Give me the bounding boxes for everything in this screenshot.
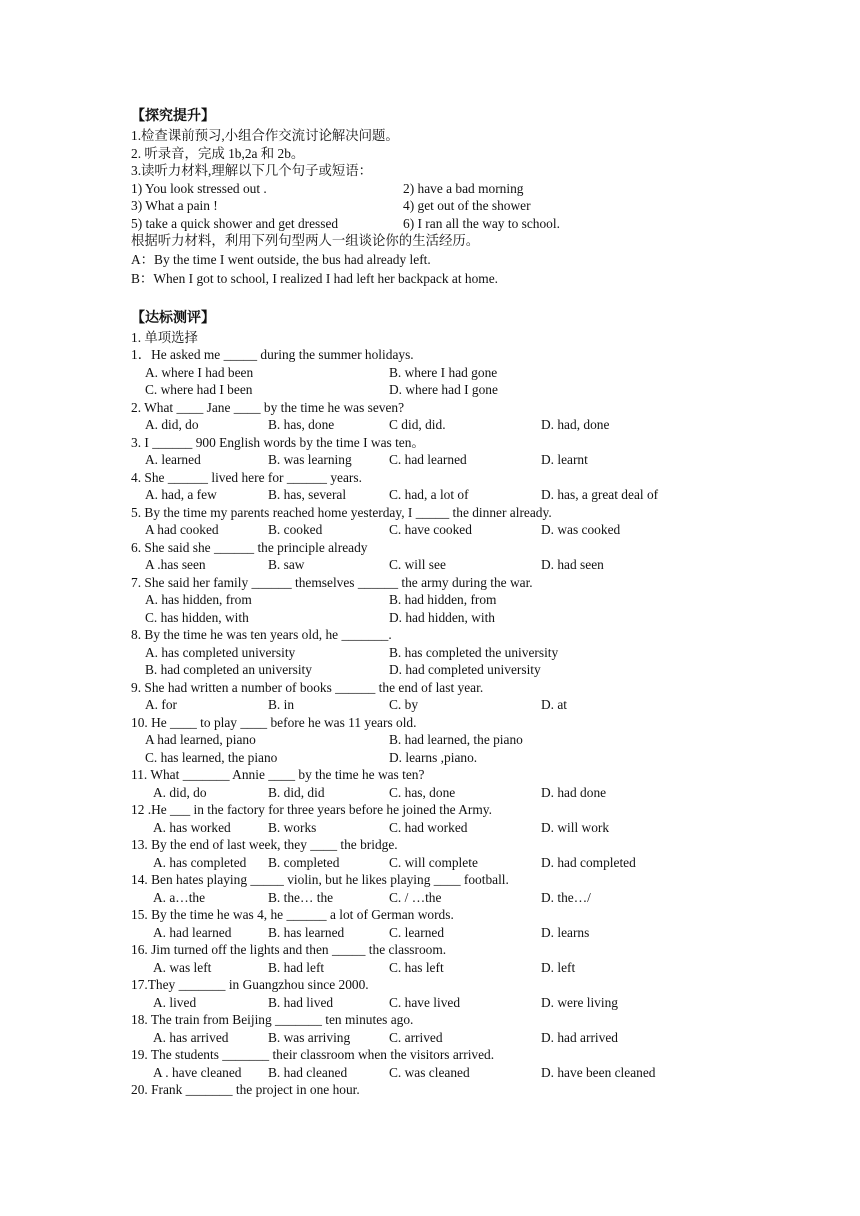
option-item: D. at (541, 697, 568, 712)
option-item: A. did, do (145, 417, 199, 432)
dialog-line-b: B：When I got to school, I realized I had left her backpack at home. (131, 271, 498, 286)
option-item: B. was learning (268, 452, 352, 467)
phrase-item: 3) What a pain ! (131, 198, 218, 213)
option-item: C. had learned (389, 452, 467, 467)
options-row (131, 924, 731, 942)
option-item: B. had completed an university (145, 662, 312, 677)
option-item: D. had completed (541, 854, 636, 870)
options-row (131, 959, 731, 977)
option-item: C. where had I been (145, 382, 253, 397)
option-item: D. had seen (541, 557, 604, 572)
option-item: B. in (268, 697, 295, 712)
instruction-line-3: 3.读听力材料,理解以下几个句子或短语： (131, 163, 373, 178)
option-item: B. had left (268, 959, 325, 975)
option-item: A. lived (153, 994, 197, 1010)
option-item: A. has hidden, from (145, 592, 252, 607)
options-row (131, 696, 731, 714)
option-item: D. will work (541, 819, 610, 835)
options-row (131, 1029, 731, 1047)
option-item: B. has, several (268, 487, 347, 502)
question-stem: 18. The train from Beijing _______ ten minutes ago. (131, 1012, 414, 1027)
question-stem: 2. What ____ Jane ____ by the time he was seven? (131, 399, 405, 415)
option-item: B. was arriving (268, 1029, 351, 1045)
options-row (131, 486, 731, 504)
option-item: C. arrived (389, 1029, 443, 1045)
option-item: B. had hidden, from (389, 592, 497, 607)
subsection-title: 1. 单项选择 (131, 329, 198, 345)
option-item: D. had done (541, 784, 607, 800)
option-item: C. will complete (389, 854, 478, 870)
question-stem: 16. Jim turned off the lights and then _____ the classroom. (131, 942, 447, 957)
section-heading-explore: 【探究提升】 (131, 108, 215, 124)
option-item: A . have cleaned (153, 1064, 242, 1080)
option-item: A. had, a few (145, 487, 217, 502)
option-item: B. did, did (268, 784, 325, 800)
option-item: D. the…/ (541, 889, 591, 905)
option-item: C. / …the (389, 889, 442, 905)
question-stem: 9. She had written a number of books ______ the end of last year. (131, 679, 484, 695)
option-item: C. have lived (389, 994, 461, 1010)
option-item: C did, did. (389, 417, 446, 432)
instruction-line-2: 2. 听录音，完成 1b,2a 和 2b。 (131, 145, 305, 161)
option-item: B. has completed the university (389, 644, 559, 660)
question-stem: 5. By the time my parents reached home yesterday, I _____ the dinner already. (131, 504, 552, 520)
option-item: D. left (541, 959, 576, 975)
option-item: B. where I had gone (389, 364, 498, 380)
option-item: B. works (268, 819, 317, 835)
option-item: A. has arrived (153, 1029, 229, 1045)
option-item: D. where had I gone (389, 382, 498, 397)
phrase-row (131, 215, 731, 233)
options-row (131, 381, 731, 399)
phrase-item: 4) get out of the shower (403, 198, 531, 213)
question-stem: 8. By the time he was ten years old, he _______. (131, 627, 392, 642)
option-item: C. has left (389, 959, 444, 975)
option-item: A. where I had been (145, 364, 254, 380)
phrase-item: 5) take a quick shower and get dressed (131, 215, 339, 231)
instruction-line-1: 1.检查课前预习,小组合作交流讨论解决问题。 (131, 128, 399, 143)
option-item: C. was cleaned (389, 1064, 470, 1080)
option-item: C. will see (389, 557, 446, 572)
option-item: B. has learned (268, 924, 345, 940)
option-item: B. saw (268, 557, 305, 572)
option-item: A had cooked (145, 522, 219, 537)
option-item: C. has learned, the piano (145, 749, 278, 765)
option-item: C. learned (389, 924, 445, 940)
option-item: D. had hidden, with (389, 609, 495, 625)
option-item: B. had learned, the piano (389, 732, 523, 747)
option-item: D. has, a great deal of (541, 487, 659, 502)
option-item: A. has completed university (145, 644, 296, 660)
options-row (131, 819, 731, 837)
option-item: B. cooked (268, 522, 323, 537)
phrase-row (131, 180, 731, 198)
options-row (131, 451, 731, 469)
options-row (131, 994, 731, 1012)
option-item: B. had cleaned (268, 1064, 348, 1080)
option-item: A. a…the (153, 889, 206, 905)
question-stem: 12 .He ___ in the factory for three years before he joined the Army. (131, 802, 492, 817)
question-stem: 15. By the time he was 4, he ______ a lot of German words. (131, 907, 454, 922)
options-row (131, 784, 731, 802)
dialog-line-a: A：By the time I went outside, the bus had already left. (131, 251, 431, 267)
document-page (131, 106, 731, 1099)
options-row (131, 661, 731, 679)
option-item: A. learned (145, 452, 201, 467)
option-item: A had learned, piano (145, 732, 256, 747)
options-row (131, 749, 731, 767)
option-item: C. had worked (389, 819, 468, 835)
option-item: B. the… the (268, 889, 334, 905)
option-item: C. has, done (389, 784, 456, 800)
option-item: A. did, do (153, 784, 207, 800)
options-row (131, 556, 731, 574)
option-item: D. had arrived (541, 1029, 618, 1045)
options-row (131, 644, 731, 662)
question-stem: 1．He asked me _____ during the summer holidays. (131, 347, 414, 362)
question-stem: 6. She said she ______ the principle already (131, 539, 368, 555)
question-stem: 19. The students _______ their classroom when the visitors arrived. (131, 1047, 495, 1062)
option-item: D. were living (541, 994, 618, 1010)
option-item: A. has completed (153, 854, 247, 870)
option-item: A. was left (153, 959, 212, 975)
options-row (131, 889, 731, 907)
options-row (131, 416, 731, 434)
option-item: D. learns ,piano. (389, 749, 478, 765)
question-stem: 11. What _______ Annie ____ by the time he was ten? (131, 767, 425, 782)
phrase-item: 2) have a bad morning (403, 180, 524, 196)
task-line: 根据听力材料，利用下列句型两人一组谈论你的生活经历。 (131, 233, 480, 248)
option-item: B. has, done (268, 417, 335, 432)
phrase-item: 6) I ran all the way to school. (403, 215, 560, 231)
option-item: B. had lived (268, 994, 334, 1010)
option-item: A .has seen (145, 557, 206, 572)
phrase-row (131, 197, 731, 215)
options-row (131, 731, 731, 749)
question-list (131, 346, 731, 1099)
question-stem: 13. By the end of last week, they ____ the bridge. (131, 837, 398, 852)
option-item: C. had, a lot of (389, 487, 469, 502)
options-row (131, 521, 731, 539)
options-row (131, 364, 731, 382)
option-item: C. has hidden, with (145, 609, 249, 625)
option-item: D. was cooked (541, 522, 621, 537)
option-item: D. had, done (541, 417, 610, 432)
question-stem: 7. She said her family ______ themselves ______ the army during the war. (131, 574, 533, 590)
question-stem: 3. I ______ 900 English words by the time I was ten。 (131, 434, 425, 450)
option-item: D. learns (541, 924, 590, 940)
options-row (131, 854, 731, 872)
option-item: D. have been cleaned (541, 1064, 656, 1080)
question-stem: 10. He ____ to play ____ before he was 11 years old. (131, 714, 417, 730)
question-stem: 14. Ben hates playing _____ violin, but he likes playing ____ football. (131, 872, 509, 887)
option-item: A. had learned (153, 924, 232, 940)
option-item: A. has worked (153, 819, 231, 835)
question-stem: 17.They _______ in Guangzhou since 2000. (131, 977, 369, 992)
option-item: B. completed (268, 854, 340, 870)
options-row (131, 591, 731, 609)
options-row (131, 609, 731, 627)
option-item: C. have cooked (389, 522, 472, 537)
question-stem: 4. She ______ lived here for ______ years. (131, 469, 362, 485)
section-heading-assessment: 【达标测评】 (131, 309, 215, 326)
option-item: C. by (389, 697, 419, 712)
question-stem: 20. Frank _______ the project in one hour. (131, 1082, 360, 1097)
options-row (131, 1064, 731, 1082)
option-item: D. had completed university (389, 662, 541, 677)
option-item: A. for (145, 697, 177, 712)
phrase-item: 1) You look stressed out . (131, 180, 267, 196)
option-item: D. learnt (541, 452, 588, 467)
